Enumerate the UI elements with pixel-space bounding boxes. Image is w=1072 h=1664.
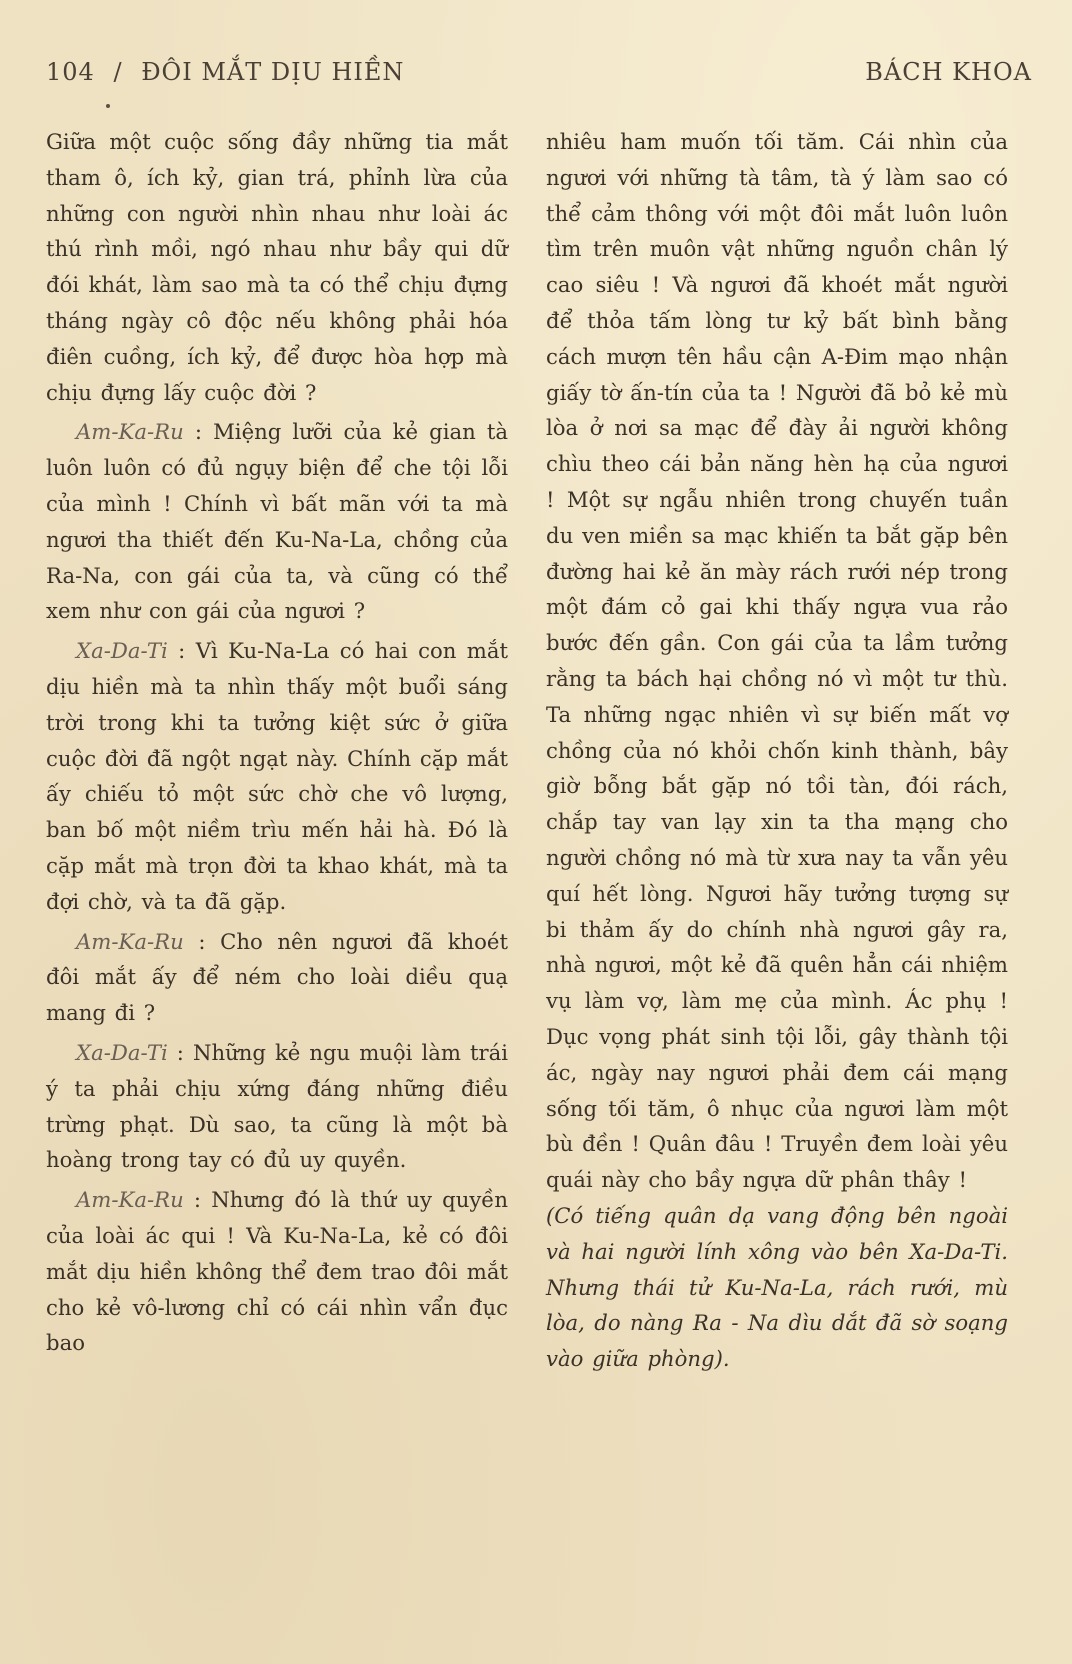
- speaker-name: Xa-Da-Ti: [76, 638, 168, 664]
- dialogue-text: : Nhưng đó là thứ uy quyền của loài ác qui ! Và Ku-Na-La, kẻ có đôi mắt dịu hiền không thể đem trao đôi mắt cho kẻ vô-lương chỉ có cái nhìn vẩn đục bao: [46, 1187, 508, 1356]
- dialogue-paragraph: [46, 924, 508, 1031]
- ink-dot: [106, 104, 110, 108]
- header-separator: /: [113, 58, 123, 86]
- page-number: 104: [46, 58, 95, 86]
- magazine-name: BÁCH KHOA: [865, 58, 1032, 86]
- left-column: [46, 124, 508, 1361]
- speaker-name: Xa-Da-Ti: [76, 1039, 168, 1065]
- paragraph: nhiêu ham muốn tối tăm. Cái nhìn của ngươi với những tà tâm, tà ý làm sao có thể cảm thông với một đôi mắt luôn luôn tìm trên muôn vật những nguồn chân lý cao siêu ! Và ngươi đã khoét mắt người để thỏa tấm lòng tư kỷ bất bình bằng cách mượn tên hầu cận A-Đim mạo nhận giấy tờ ấn-tín của ta ! Người đã bỏ kẻ mù lòa ở nơi sa mạc để đày ải người không chìu theo cái bản năng hèn hạ của ngươi ! Một sự ngẫu nhiên trong chuyến tuần du ven miền sa mạc khiến ta bắt gặp bên đường hai kẻ ăn mày rách rưới nép trong một đám cỏ gai khi thấy ngựa vua rảo bước đến gần. Con gái của ta lầm tưởng rằng ta bách hại chồng nó vì một tư thù. Ta những ngạc nhiên vì sự biến mất vợ chồng của nó khỏi chốn kinh thành, bây giờ bỗng bắt gặp nó tồi tàn, đói rách, chắp tay van lạy xin ta tha mạng cho người chồng nó mà từ xưa nay ta vẫn yêu quí hết lòng. Ngươi hãy tưởng tượng sự bi thảm ấy do chính nhà ngươi gây ra, nhà ngươi, một kẻ đã quên hẳn cái nhiệm vụ làm vợ, làm mẹ của mình. Ác phụ ! Dục vọng phát sinh tội lỗi, gây thành tội ác, ngày nay ngươi phải đem cái mạng sống tối tăm, ô nhục của ngươi làm một bù đền ! Quân đâu ! Truyền đem loài yêu quái này cho bầy ngựa dữ phân thây !: [546, 129, 1008, 1193]
- dialogue-paragraph: [46, 414, 508, 629]
- dialogue-text: : Cho nên ngươi đã khoét đôi mắt ấy để ném cho loài diều quạ mang đi ?: [46, 928, 508, 1026]
- speaker-name: Am-Ka-Ru: [76, 1187, 184, 1213]
- dialogue-paragraph: [46, 633, 508, 919]
- dialogue-text: : Miệng lưỡi của kẻ gian tà luôn luôn có đủ ngụy biện để che tội lỗi của mình ! Chính vì bất mãn với ta mà ngươi tha thiết đến Ku-Na-La, chồng của Ra-Na, con gái của ta, và cũng có thể xem như con gái của ngươi ?: [46, 419, 508, 624]
- stage-direction: (Có tiếng quân dạ vang động bên ngoài và hai người lính xông vào bên Xa-Da-Ti. Nhưng thái tử Ku-Na-La, rách rưới, mù lòa, do nàng Ra - Na dìu dắt đã sờ soạng vào giữa phòng).: [546, 1202, 1008, 1372]
- dialogue-paragraph: [46, 1182, 508, 1361]
- speaker-name: Am-Ka-Ru: [76, 419, 184, 445]
- dialogue-text: : Những kẻ ngu muội làm trái ý ta phải chịu xứng đáng những điều trừng phạt. Dù sao, ta cũng là một bà hoàng trong tay có đủ uy quyền.: [46, 1039, 508, 1173]
- speaker-name: Am-Ka-Ru: [76, 928, 184, 954]
- article-title: ĐÔI MẮT DỊU HIỀN: [141, 58, 405, 86]
- page-header: [46, 58, 1032, 98]
- right-column: [546, 124, 1008, 1377]
- header-left: [46, 58, 404, 86]
- dialogue-text: : Vì Ku-Na-La có hai con mắt dịu hiền mà ta nhìn thấy một buổi sáng trời trong khi ta tưởng kiệt sức ở giữa cuộc đời đã ngột ngạt này. Chính cặp mắt ấy chiếu tỏ một sức chờ che vô lượng, ban bố một niềm trìu mến hải hà. Đó là cặp mắt mà trọn đời ta khao khát, mà ta đợi chờ, và ta đã gặp.: [46, 638, 508, 914]
- dialogue-paragraph: [46, 1035, 508, 1178]
- paragraph: Giữa một cuộc sống đầy những tia mắt tham ô, ích kỷ, gian trá, phỉnh lừa của những con người nhìn nhau như loài ác thú rình mồi, ngó nhau như bầy qui dữ đói khát, làm sao mà ta có thể chịu đựng tháng ngày cô độc nếu không phải hóa điên cuồng, ích kỷ, để được hòa hợp mà chịu đựng lấy cuộc đời ?: [46, 129, 508, 405]
